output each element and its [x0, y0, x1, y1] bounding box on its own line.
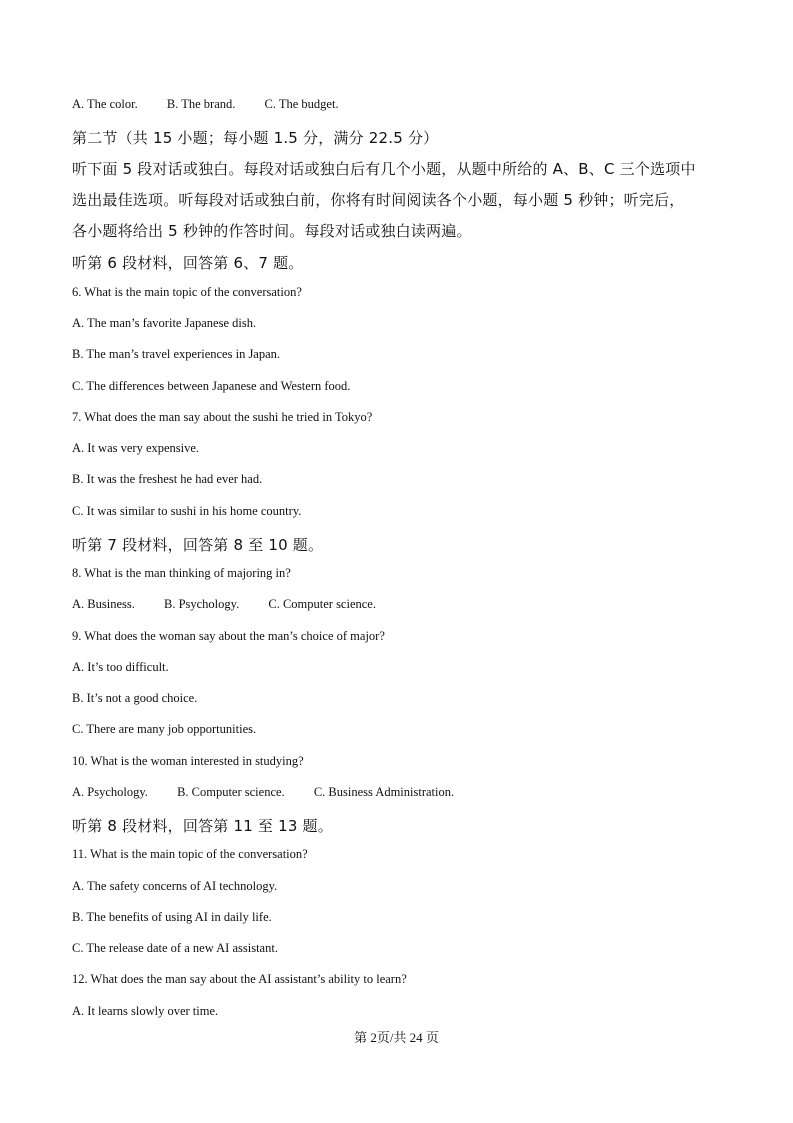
option-b: B. It’s not a good choice.: [72, 691, 198, 705]
section-title: 第二节（共 15 小题；每小题 1.5 分，满分 22.5 分）: [72, 129, 439, 147]
option-b: B. The brand.: [166, 97, 236, 111]
option-c: C. There are many job opportunities.: [72, 722, 257, 736]
option-b: B. It was the freshest he had ever had.: [72, 472, 263, 486]
question-6: 6. What is the main topic of the conversation?: [72, 285, 302, 299]
page-footer: 第 2页/共 24 页: [354, 1030, 439, 1045]
option-a: A. The man’s favorite Japanese dish.: [72, 316, 257, 330]
option-c: C. Computer science.: [268, 597, 376, 611]
option-b: B. The man’s travel experiences in Japan.: [72, 347, 281, 361]
instruction-line: 听下面 5 段对话或独白。每段对话或独白后有几个小题，从题中所给的 A、B、C 三个选项中: [72, 160, 696, 178]
material-heading: 听第 8 段材料，回答第 11 至 13 题。: [72, 817, 333, 835]
option-a: A. The safety concerns of AI technology.: [72, 879, 278, 893]
option-a: A. Business.: [72, 597, 135, 611]
question-10: 10. What is the woman interested in studying?: [72, 754, 304, 768]
option-a: A. It learns slowly over time.: [72, 1004, 219, 1018]
q5-options-row: [72, 97, 339, 112]
option-a: A. Psychology.: [72, 785, 148, 799]
option-c: C. The budget.: [264, 97, 339, 111]
option-a: A. It was very expensive.: [72, 441, 200, 455]
question-9: 9. What does the woman say about the man’s choice of major?: [72, 629, 385, 643]
option-b: B. The benefits of using AI in daily life.: [72, 910, 272, 924]
q10-options-row: [72, 785, 454, 800]
instruction-line: 各小题将给出 5 秒钟的作答时间。每段对话或独白读两遍。: [72, 222, 472, 240]
option-b: B. Computer science.: [177, 785, 285, 799]
material-heading: 听第 6 段材料，回答第 6、7 题。: [72, 254, 304, 272]
question-7: 7. What does the man say about the sushi he tried in Tokyo?: [72, 410, 373, 424]
q8-options-row: [72, 597, 376, 612]
question-11: 11. What is the main topic of the conversation?: [72, 847, 308, 861]
option-c: C. It was similar to sushi in his home country.: [72, 504, 302, 518]
option-c: C. Business Administration.: [313, 785, 455, 799]
option-a: A. The color.: [72, 97, 138, 111]
option-b: B. Psychology.: [163, 597, 240, 611]
question-8: 8. What is the man thinking of majoring in?: [72, 566, 291, 580]
option-c: C. The differences between Japanese and Western food.: [72, 379, 351, 393]
option-a: A. It’s too difficult.: [72, 660, 169, 674]
material-heading: 听第 7 段材料，回答第 8 至 10 题。: [72, 536, 324, 554]
question-12: 12. What does the man say about the AI assistant’s ability to learn?: [72, 972, 407, 986]
option-c: C. The release date of a new AI assistant.: [72, 941, 278, 955]
instruction-line: 选出最佳选项。听每段对话或独白前，你将有时间阅读各个小题，每小题 5 秒钟；听完后，: [72, 191, 685, 209]
